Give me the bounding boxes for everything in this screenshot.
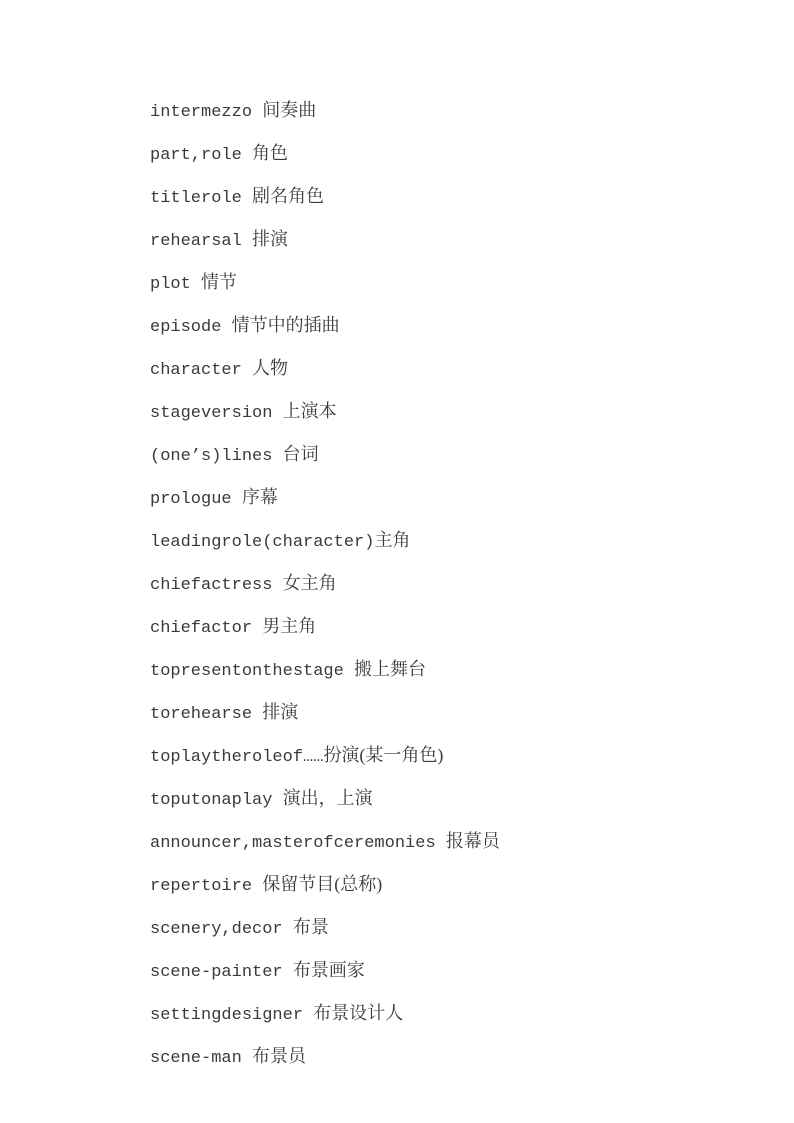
vocab-line <box>150 434 500 477</box>
vocab-line <box>150 864 500 907</box>
vocab-line <box>150 606 500 649</box>
vocab-separator <box>252 619 262 638</box>
vocab-term-en: settingdesigner <box>150 1006 304 1025</box>
vocab-separator <box>242 1049 252 1068</box>
vocab-separator <box>232 490 242 509</box>
vocab-term-en: repertoire <box>150 877 253 896</box>
vocab-term-en: torehearse <box>150 705 253 724</box>
vocab-line <box>150 262 500 305</box>
vocab-line <box>150 348 500 391</box>
vocab-term-en: plot <box>150 275 191 294</box>
vocab-line <box>150 520 500 563</box>
vocab-term-zh: 台词 <box>282 444 319 464</box>
vocab-term-en: intermezzo <box>150 103 253 122</box>
vocab-term-zh: 保留节目(总称) <box>262 874 383 894</box>
vocab-term-zh: 人物 <box>252 358 289 378</box>
vocab-separator <box>221 318 231 337</box>
vocab-term-zh: 剧名角色 <box>252 186 325 206</box>
vocab-line <box>150 735 500 778</box>
vocab-line <box>150 1036 500 1079</box>
vocab-term-en: leadingrole(character) <box>150 533 375 552</box>
vocab-separator <box>272 576 282 595</box>
vocab-separator <box>252 877 262 896</box>
vocab-term-en: scene-man <box>150 1049 242 1068</box>
vocab-term-zh: 排演 <box>262 702 299 722</box>
vocab-term-en: scene-painter <box>150 963 283 982</box>
vocab-term-zh: 男主角 <box>262 616 317 636</box>
vocab-term-zh: 排演 <box>252 229 289 249</box>
vocab-separator <box>252 103 262 122</box>
vocab-line <box>150 563 500 606</box>
vocab-term-zh: 布景设计人 <box>313 1003 404 1023</box>
vocab-separator <box>242 361 252 380</box>
vocab-term-en: chiefactor <box>150 619 253 638</box>
vocab-separator <box>191 275 201 294</box>
vocab-separator <box>303 1006 313 1025</box>
vocab-term-en: episode <box>150 318 222 337</box>
vocab-term-en: part,role <box>150 146 242 165</box>
vocab-term-zh: 搬上舞台 <box>354 659 427 679</box>
vocab-line <box>150 821 500 864</box>
vocab-line <box>150 907 500 950</box>
vocab-line <box>150 692 500 735</box>
vocab-term-en: toputonaplay <box>150 791 273 810</box>
vocab-separator <box>283 920 293 939</box>
vocab-line <box>150 477 500 520</box>
vocab-term-zh: 布景画家 <box>292 960 365 980</box>
vocab-term-en: scenery,decor <box>150 920 283 939</box>
vocab-term-zh: 上演本 <box>282 401 337 421</box>
vocab-term-en: prologue <box>150 490 232 509</box>
vocab-term-en: toplaytheroleof…… <box>150 748 324 767</box>
vocab-separator <box>436 834 446 853</box>
vocab-line <box>150 176 500 219</box>
vocab-separator <box>272 791 282 810</box>
vocab-term-en: topresentonthestage <box>150 662 344 681</box>
vocab-separator <box>344 662 354 681</box>
vocab-term-en: rehearsal <box>150 232 242 251</box>
vocab-separator <box>242 189 252 208</box>
vocab-line <box>150 133 500 176</box>
vocab-list <box>150 90 500 1079</box>
vocab-term-zh: 间奏曲 <box>262 100 317 120</box>
vocab-separator <box>242 232 252 251</box>
vocab-term-zh: 布景员 <box>252 1046 307 1066</box>
vocab-term-en: stageversion <box>150 404 273 423</box>
vocab-line <box>150 649 500 692</box>
vocab-term-zh: 扮演(某一角色) <box>323 745 444 765</box>
vocab-term-en: titlerole <box>150 189 242 208</box>
vocab-term-zh: 角色 <box>252 143 289 163</box>
vocab-line <box>150 993 500 1036</box>
vocab-separator <box>283 963 293 982</box>
vocab-line <box>150 391 500 434</box>
vocab-term-en: (one’s)lines <box>150 447 273 466</box>
vocab-term-zh: 女主角 <box>282 573 337 593</box>
vocab-line <box>150 219 500 262</box>
vocab-line <box>150 778 500 821</box>
vocab-line <box>150 950 500 993</box>
vocab-term-zh: 报幕员 <box>445 831 500 851</box>
vocab-term-en: chiefactress <box>150 576 273 595</box>
vocab-separator <box>252 705 262 724</box>
vocab-term-zh: 序幕 <box>241 487 278 507</box>
vocab-term-zh: 主角 <box>374 530 411 550</box>
vocab-line <box>150 90 500 133</box>
vocab-term-zh: 布景 <box>292 917 329 937</box>
vocab-separator <box>272 447 282 466</box>
vocab-term-zh: 情节 <box>201 272 238 292</box>
vocab-separator <box>242 146 252 165</box>
vocab-term-en: character <box>150 361 242 380</box>
vocab-separator <box>272 404 282 423</box>
vocab-term-zh: 情节中的插曲 <box>231 315 340 335</box>
vocab-line <box>150 305 500 348</box>
vocab-term-zh: 演出，上演 <box>282 788 373 808</box>
vocab-term-en: announcer,masterofceremonies <box>150 834 436 853</box>
